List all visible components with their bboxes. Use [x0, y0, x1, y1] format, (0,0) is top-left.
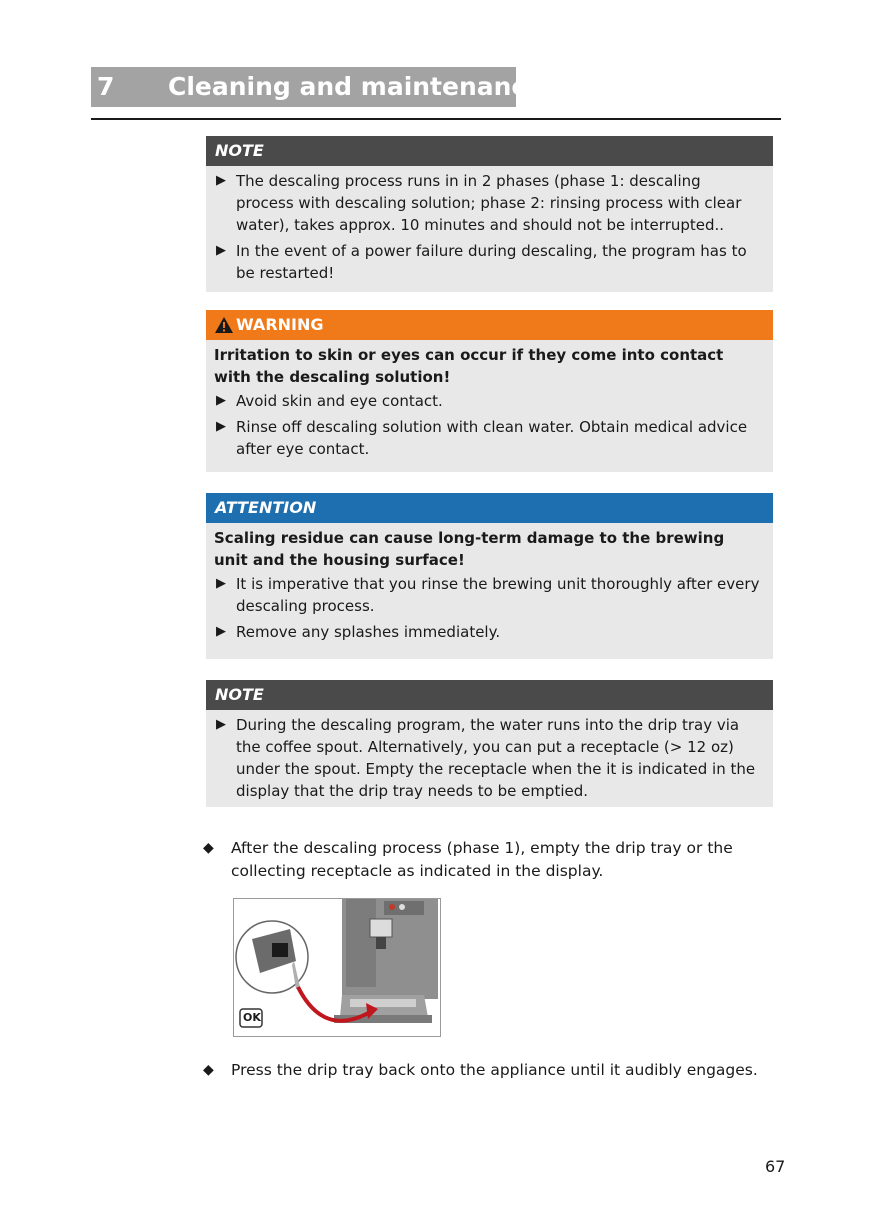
attention-box — [206, 493, 773, 659]
heading-rule — [91, 118, 781, 120]
diamond-bullet-icon: ◆ — [203, 1062, 214, 1078]
warning-heading: WARNING — [206, 310, 773, 340]
warning-lead: Irritation to skin or eyes can occur if they come into contact with the descaling solution! — [214, 346, 724, 386]
diamond-bullet-icon: ◆ — [203, 840, 214, 856]
bullet-arrow-icon: ▶ — [216, 173, 226, 188]
bullet-arrow-icon: ▶ — [216, 243, 226, 258]
chapter-title: Cleaning and maintenance — [168, 72, 544, 101]
page-number: 67 — [765, 1157, 786, 1176]
note-box-1 — [206, 136, 773, 292]
note-heading: NOTE — [206, 136, 773, 166]
bullet-arrow-icon: ▶ — [216, 717, 226, 732]
list-item: ▶ The descaling process runs in in 2 phases (phase 1: descaling process with descaling solution; phase 2: rinsing process with clear water), takes approx. 10 minutes and should not be interrupted.. — [216, 172, 742, 234]
note-box-2 — [206, 680, 773, 807]
warning-triangle-icon — [215, 313, 233, 343]
chapter-heading — [91, 67, 544, 107]
list-item: ▶ It is imperative that you rinse the brewing unit thoroughly after every descaling process. — [216, 575, 760, 615]
drip-tray-illustration — [233, 898, 441, 1037]
warning-box — [206, 310, 773, 472]
list-item: ▶ Avoid skin and eye contact. — [216, 392, 443, 410]
bullet-arrow-icon: ▶ — [216, 576, 226, 591]
instruction-step: ◆ Press the drip tray back onto the appliance until it audibly engages. — [203, 1059, 778, 1082]
attention-heading: ATTENTION — [206, 493, 773, 523]
coffee-machine-drawing — [234, 899, 441, 1037]
bullet-arrow-icon: ▶ — [216, 419, 226, 434]
bullet-arrow-icon: ▶ — [216, 624, 226, 639]
bullet-arrow-icon: ▶ — [216, 393, 226, 408]
list-item: ▶ Remove any splashes immediately. — [216, 623, 501, 641]
note-heading: NOTE — [206, 680, 773, 710]
attention-lead: Scaling residue can cause long-term damage to the brewing unit and the housing surface! — [214, 529, 725, 569]
list-item: ▶ Rinse off descaling solution with clean water. Obtain medical advice after eye contact. — [216, 418, 748, 458]
chapter-number: 7 — [97, 72, 115, 101]
list-item: ▶ During the descaling program, the water runs into the drip tray via the coffee spout. Alternatively, you can put a receptacle (> 12 oz) under the spout. Empty the receptacle when the it is indicated in the display that the drip tray needs to be emptied. — [216, 716, 756, 800]
list-item: ▶ In the event of a power failure during descaling, the program has to be restarted! — [216, 242, 747, 282]
instruction-step: ◆ After the descaling process (phase 1), empty the drip tray or the collecting receptacle as indicated in the display. — [203, 839, 733, 880]
ok-key-label: OK — [243, 1011, 261, 1024]
